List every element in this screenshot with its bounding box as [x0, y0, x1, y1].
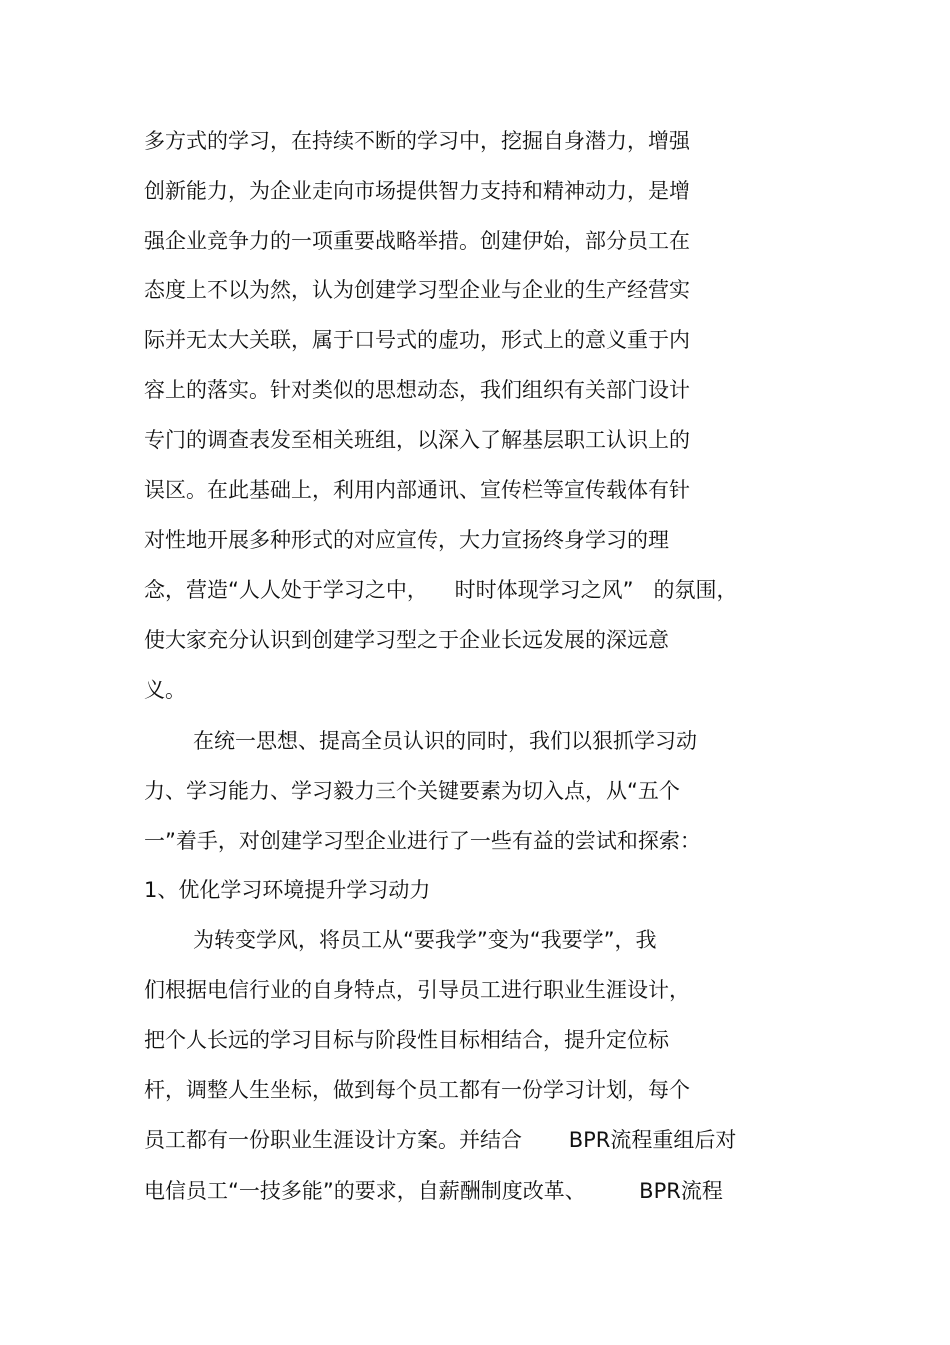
- section-heading: 1、优化学习环境提升学习动力: [144, 878, 431, 902]
- paragraph-line: 一”着手，对创建学习型企业进行了一些有益的尝试和探索：: [144, 829, 701, 853]
- paragraph-first-line: 为转变学风，将员工从“要我学”变为“我要学”，我: [193, 928, 657, 952]
- paragraph-line: 创新能力，为企业走向市场提供智力支持和精神动力，是增: [144, 179, 690, 203]
- paragraph-line: 误区。在此基础上，利用内部通讯、宣传栏等宣传载体有针: [144, 478, 690, 502]
- paragraph-line: 强企业竞争力的一项重要战略举措。创建伊始，部分员工在: [144, 229, 690, 253]
- paragraph-line: 杆，调整人生坐标，做到每个员工都有一份学习计划，每个: [144, 1078, 690, 1102]
- paragraph-line: 使大家充分认识到创建学习型之于企业长远发展的深远意: [144, 628, 669, 652]
- paragraph-line: 际并无太大关联，属于口号式的虚功，形式上的意义重于内: [144, 328, 690, 352]
- paragraph-line: 电信员工“一技多能”的要求，自薪酬制度改革、 BPR流程: [144, 1179, 723, 1203]
- paragraph-line: 专门的调查表发至相关班组，以深入了解基层职工认识上的: [144, 428, 690, 452]
- paragraph-line: 对性地开展多种形式的对应宣传，大力宣扬终身学习的理: [144, 528, 669, 552]
- paragraph-line: 们根据电信行业的自身特点，引导员工进行职业生涯设计，: [144, 978, 690, 1002]
- paragraph-line: 把个人长远的学习目标与阶段性目标相结合，提升定位标: [144, 1028, 669, 1052]
- paragraph-line: 员工都有一份职业生涯设计方案。并结合 BPR流程重组后对: [144, 1128, 737, 1152]
- paragraph-line: 义。: [144, 678, 186, 702]
- paragraph-line: 念，营造“人人处于学习之中， 时时体现学习之风” 的氛围，: [144, 578, 738, 602]
- paragraph-line: 态度上不以为然，认为创建学习型企业与企业的生产经营实: [144, 278, 690, 302]
- paragraph-line: 力、学习能力、学习毅力三个关键要素为切入点，从“五个: [144, 779, 680, 803]
- paragraph-line: 容上的落实。针对类似的思想动态，我们组织有关部门设计: [144, 378, 690, 402]
- paragraph-line: 多方式的学习，在持续不断的学习中，挖掘自身潜力，增强: [144, 129, 690, 153]
- paragraph-first-line: 在统一思想、提高全员认识的同时，我们以狠抓学习动: [193, 729, 697, 753]
